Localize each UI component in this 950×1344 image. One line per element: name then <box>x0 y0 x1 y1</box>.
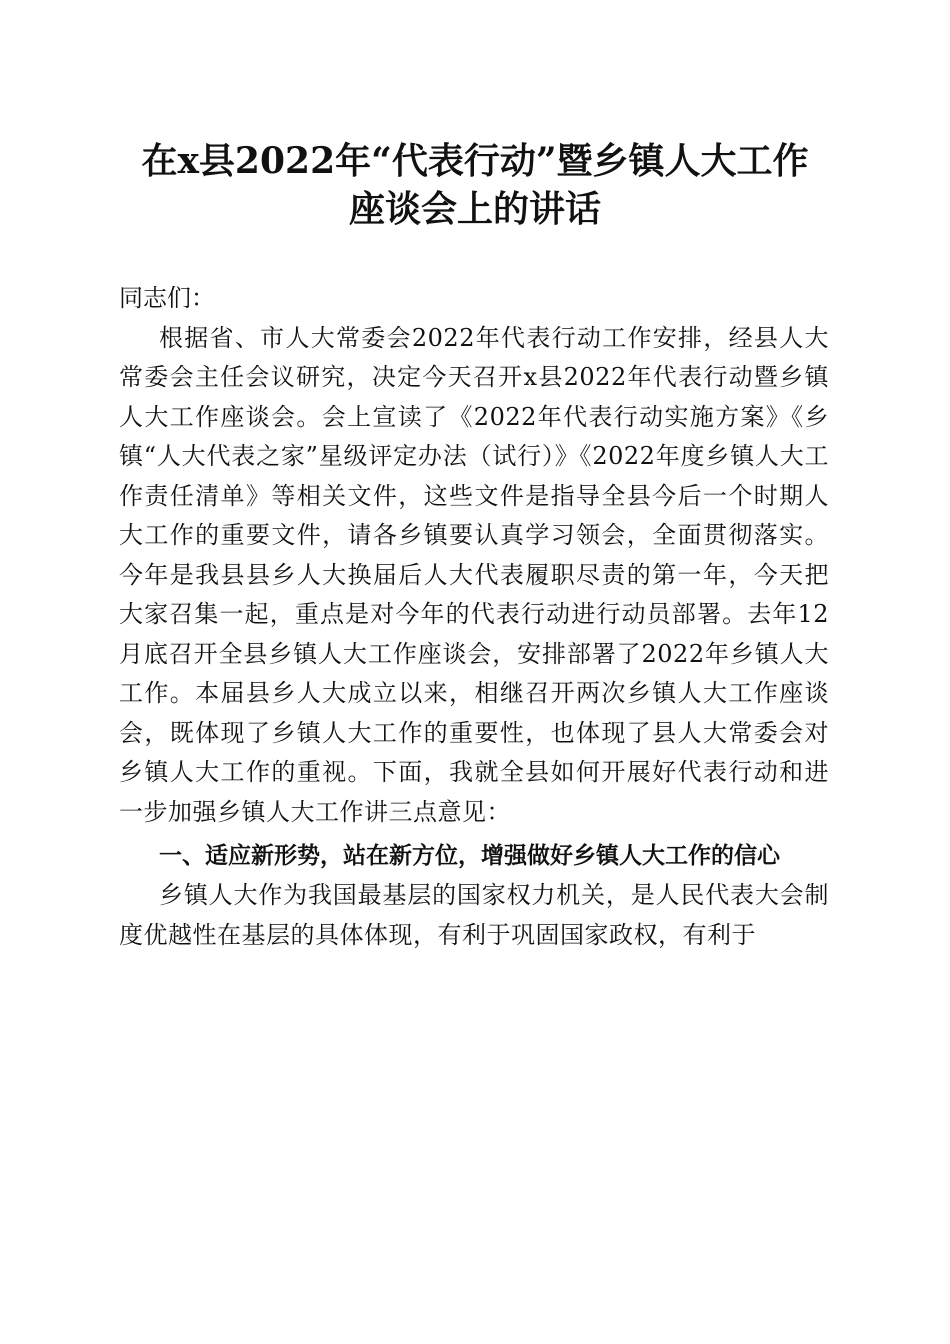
paragraph-intro: 根据省、市人大常委会2022年代表行动工作安排，经县人大常委会主任会议研究，决定今天召开x县2022年代表行动暨乡镇人大工作座谈会。会上宣读了《2022年代表行动实施方案》《乡镇“人大代表之家”星级评定办法（试行）》《2022年度乡镇人大工作责任清单》等相关文件，这些文件是指导全县今后一个时期人大工作的重要文件，请各乡镇要认真学习领会，全面贯彻落实。今年是我县县乡人大换届后人大代表履职尽责的第一年，今天把大家召集一起，重点是对今年的代表行动进行动员部署。去年12月底召开全县乡镇人大工作座谈会，安排部署了2022年乡镇人大工作。本届县乡人大成立以来，相继召开两次乡镇人大工作座谈会，既体现了乡镇人大工作的重要性，也体现了县人大常委会对乡镇人大工作的重视。下面，我就全县如何开展好代表行动和进一步加强乡镇人大工作讲三点意见： <box>119 323 829 826</box>
section-heading-1: 一、适应新形势，站在新方位，增强做好乡镇人大工作的信心 <box>159 843 780 869</box>
paragraph-section-1: 乡镇人大作为我国最基层的国家权力机关，是人民代表大会制度优越性在基层的具体体现，有利于巩固国家政权，有利于 <box>119 881 829 949</box>
title-line-1: 在x县2022年“代表行动”暨乡镇人大工作 <box>141 140 809 182</box>
title-line-2: 座谈会上的讲话 <box>348 188 601 230</box>
salutation: 同志们： <box>119 284 215 312</box>
document-body <box>119 279 829 955</box>
document-title <box>110 137 840 233</box>
